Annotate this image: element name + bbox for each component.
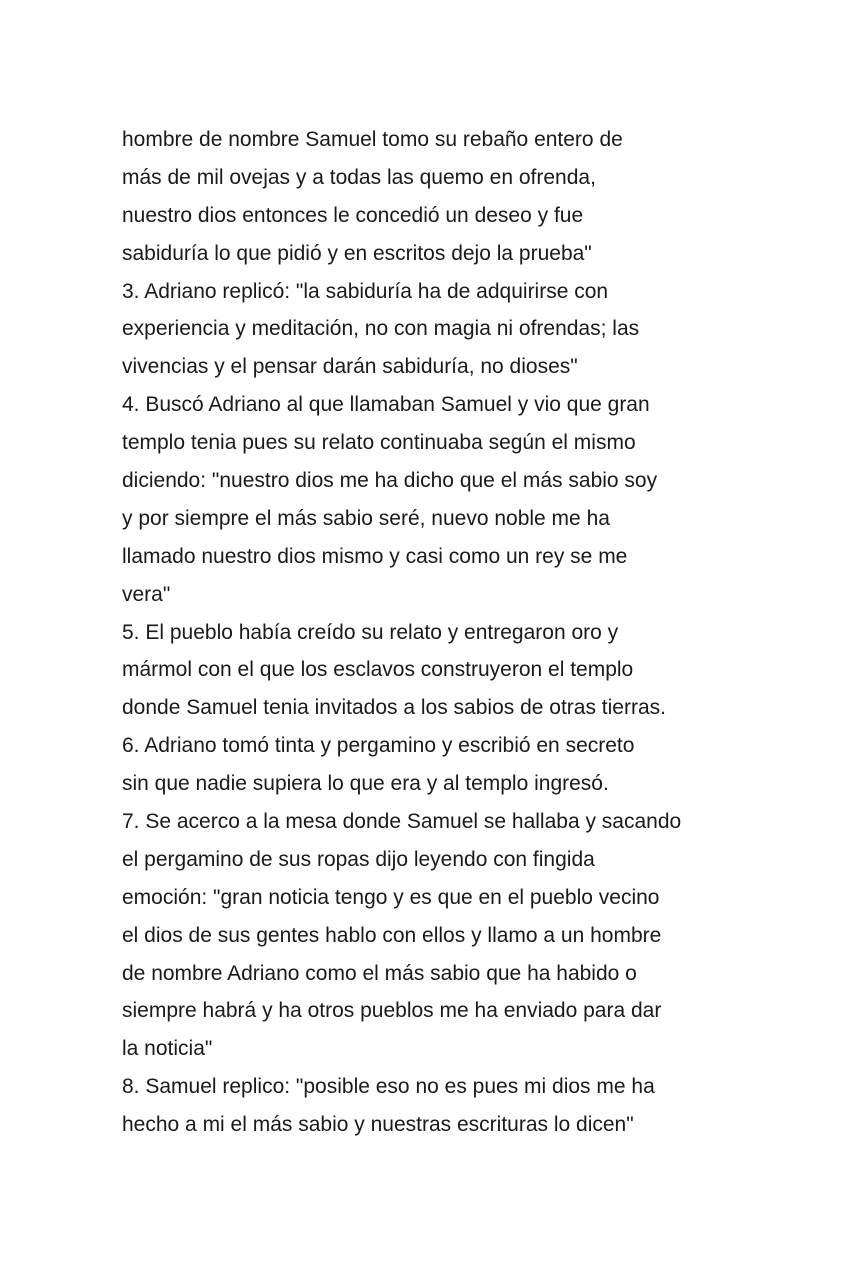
text-line: 4. Buscó Adriano al que llamaban Samuel y vio que gran bbox=[122, 393, 650, 417]
text-line: el dios de sus gentes hablo con ellos y llamo a un hombre bbox=[122, 923, 662, 947]
text-line: donde Samuel tenia invitados a los sabios de otras tierras. bbox=[122, 696, 666, 720]
text-line: emoción: "gran noticia tengo y es que en el pueblo vecino bbox=[122, 885, 660, 909]
text-line: y por siempre el más sabio seré, nuevo noble me ha bbox=[122, 506, 610, 530]
text-line: 6. Adriano tomó tinta y pergamino y escribió en secreto bbox=[122, 734, 635, 758]
text-line: la noticia" bbox=[122, 1037, 213, 1061]
text-line: llamado nuestro dios mismo y casi como un rey se me bbox=[122, 544, 628, 568]
text-line: 8. Samuel replico: "posible eso no es pues mi dios me ha bbox=[122, 1075, 655, 1099]
text-line: sabiduría lo que pidió y en escritos dejo la prueba" bbox=[122, 241, 592, 265]
text-line: hecho a mi el más sabio y nuestras escrituras lo dicen" bbox=[122, 1113, 634, 1137]
text-line: 7. Se acerco a la mesa donde Samuel se hallaba y sacando bbox=[122, 810, 682, 834]
body-text bbox=[122, 121, 742, 1144]
text-line: nuestro dios entonces le concedió un deseo y fue bbox=[122, 203, 584, 227]
text-line: 5. El pueblo había creído su relato y entregaron oro y bbox=[122, 620, 619, 644]
text-line: mármol con el que los esclavos construyeron el templo bbox=[122, 658, 634, 682]
text-line: 3. Adriano replicó: "la sabiduría ha de adquirirse con bbox=[122, 279, 609, 303]
text-line: el pergamino de sus ropas dijo leyendo con fingida bbox=[122, 847, 595, 871]
text-line: de nombre Adriano como el más sabio que ha habido o bbox=[122, 961, 637, 985]
text-line: siempre habrá y ha otros pueblos me ha enviado para dar bbox=[122, 999, 662, 1023]
text-line: sin que nadie supiera lo que era y al templo ingresó. bbox=[122, 772, 609, 796]
text-line: hombre de nombre Samuel tomo su rebaño entero de bbox=[122, 128, 623, 151]
text-line: vera" bbox=[122, 582, 171, 606]
text-line: templo tenia pues su relato continuaba según el mismo bbox=[122, 431, 636, 455]
text-line: experiencia y meditación, no con magia ni ofrendas; las bbox=[122, 317, 640, 341]
text-line: más de mil ovejas y a todas las quemo en ofrenda, bbox=[122, 165, 596, 189]
text-line: vivencias y el pensar darán sabiduría, no dioses" bbox=[122, 355, 578, 379]
text-line: diciendo: "nuestro dios me ha dicho que el más sabio soy bbox=[122, 469, 658, 493]
